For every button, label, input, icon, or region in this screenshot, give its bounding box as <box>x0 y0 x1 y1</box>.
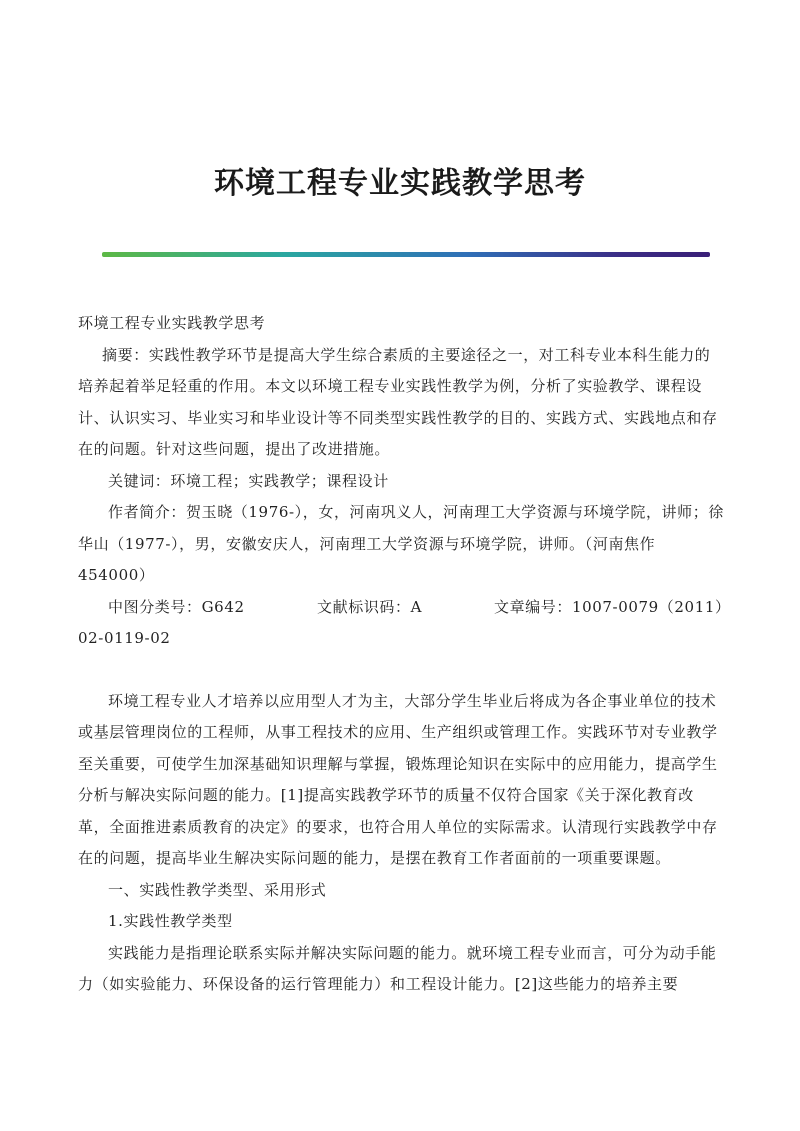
title-divider <box>102 252 710 257</box>
article-number: 文章编号：1007-0079（2011） <box>493 597 731 616</box>
document-title: 环境工程专业实践教学思考 <box>214 166 586 201</box>
subsection-heading: 1.实践性教学类型 <box>108 912 233 930</box>
article-heading: 环境工程专业实践教学思考 <box>78 314 266 332</box>
paragraph-gap <box>78 655 724 686</box>
classification-line <box>78 592 731 624</box>
article-number-continued: 02-0119-02 <box>78 629 171 647</box>
abstract-paragraph: 摘要：实践性教学环节是提高大学生综合素质的主要途径之一，对工科专业本科生能力的培养起着举足轻重的作用。本文以环境工程专业实践性教学为例，分析了实验教学、课程设计、认识实习、毕业实习和毕业设计等不同类型实践性教学的目的、实践方式、实践地点和存在的问题。针对这些问题，提出了改进措施。 <box>78 345 718 458</box>
body-paragraph: 实践能力是指理论联系实际并解决实际问题的能力。就环境工程专业而言，可分为动手能力（如实验能力、环保设备的运行管理能力）和工程设计能力。[2]这些能力的培养主要 <box>78 943 717 993</box>
intro-paragraph: 环境工程专业人才培养以应用型人才为主，大部分学生毕业后将成为各企事业单位的技术或基层管理岗位的工程师，从事工程技术的应用、生产组织或管理工作。实践环节对专业教学至关重要，可使学生加深基础知识理解与掌握，锻炼理论知识在实际中的应用能力，提高学生分析与解决实际问题的能力。[1]提高实践教学环节的质量不仅符合国家《关于深化教育改革，全面推进素质教育的决定》的要求，也符合用人单位的实际需求。认清现行实践教学中存在的问题，提高毕业生解决实际问题的能力，是摆在教育工作者面前的一项重要课题。 <box>78 691 718 867</box>
author-intro: 作者简介：贺玉晓（1976-），女，河南巩义人，河南理工大学资源与环境学院，讲师；徐华山（1977-），男，安徽安庆人，河南理工大学资源与环境学院，讲师。（河南焦作 454000） <box>78 503 724 584</box>
section-heading: 一、实践性教学类型、采用形式 <box>108 880 327 899</box>
document-code: 文献标识码：A <box>317 597 423 616</box>
document-body <box>78 308 731 1001</box>
clc-number: 中图分类号：G642 <box>108 597 245 616</box>
keywords-line: 关键词：环境工程；实践教学；课程设计 <box>108 471 389 490</box>
